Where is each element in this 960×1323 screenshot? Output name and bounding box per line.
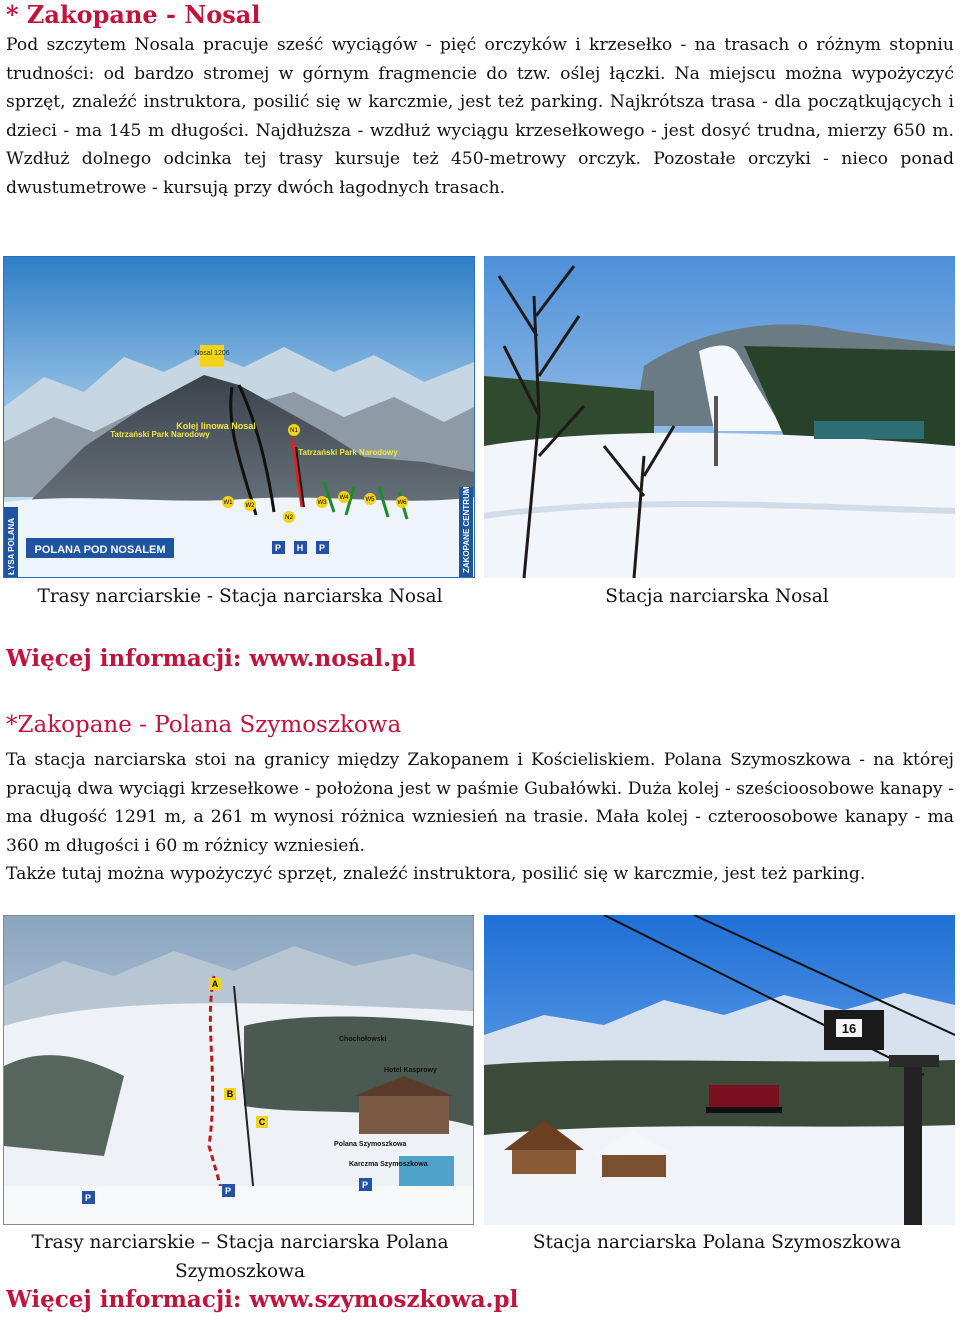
station-label: POLANA POD NOSALEM <box>34 544 166 556</box>
lift-tag: W6 <box>397 500 407 506</box>
side-label-left: ŁYSA POLANA <box>7 517 16 575</box>
szymoszkowa-description: Ta stacja narciarska stoi na granicy między Zakopanem i Kościeliskiem. Polana Szymoszkowa - na której pracują dwa wyciągi krzesełkowe - położona jest w paśmie Gubałówki. Duża kolej - sześcioosobowe kanapy - ma długość 1291 m, a 261 m wynosi różnica wzniesień na trasie. Mała kolej - czteroosobowe kanapy - ma 360 m długości i 60 m różnicy wzniesień. <box>6 750 954 856</box>
szymoszkowa-photo-caption: Stacja narciarska Polana Szymoszkowa <box>532 1232 902 1253</box>
lift-letter: A <box>211 979 219 989</box>
map-label-polana: Polana Szymoszkowa <box>334 1141 407 1148</box>
section-heading-nosal: * Zakopane - Nosal <box>6 0 261 29</box>
nosal-description: Pod szczytem Nosala pracuje sześć wyciągów - pięć orczyków i krzesełko - na trasach o różnym stopniu trudności: od bardzo stromej w górnym fragmencie do tzw. oślej łączki. Na miejscu można wypożyczyć sprzęt, znaleźć instruktora, posilić się w karczmie, jest też parking. Najkrótsza trasa - dla początkujących i dzieci - ma 145 m długości. Najdłuższa - wzdłuż wyciągu krzesełkowego - jest dosyć trudna, mierzy 650 m. Wzdłuż dolnego odcinka tej trasy kursuje też 450-metrowy orczyk. Pozostałe orczyki - nieco ponad dwustumetrowe - kursują przy dwóch łagodnych trasach. <box>6 35 954 198</box>
section-heading-szymoszkowa: *Zakopane - Polana Szymoszkowa <box>6 712 402 738</box>
parking-icon: P <box>224 1186 232 1196</box>
parking-icon: P <box>84 1193 92 1203</box>
parking-icon: P <box>274 543 282 553</box>
map-label-hotel: Hotel Kasprowy <box>384 1067 437 1074</box>
lift-letter: B <box>226 1089 234 1099</box>
lift-tag: W4 <box>339 495 349 501</box>
szymoszkowa-trail-map <box>3 915 474 1225</box>
chair-number: 16 <box>841 1021 857 1036</box>
nosal-trail-map <box>3 256 475 578</box>
peak-label: Nosal 1206 <box>194 350 230 357</box>
parking-icon: P <box>318 543 326 553</box>
szymoszkowa-station-photo <box>484 915 955 1225</box>
nosal-station-photo <box>484 256 955 578</box>
map-label-chocholowski: Chochołowski <box>339 1036 387 1043</box>
nosal-more-info-link[interactable]: Więcej informacji: www.nosal.pl <box>6 645 416 672</box>
nosal-map-caption: Trasy narciarskie - Stacja narciarska Nosal <box>37 586 443 607</box>
lift-tag: W2 <box>245 503 255 509</box>
szymoszkowa-map-caption: Trasy narciarskie – Stacja narciarska Polana Szymoszkowa <box>31 1232 449 1282</box>
hotel-icon: H <box>296 543 304 553</box>
park-label-left: Tatrzański Park Narodowy <box>110 430 210 439</box>
lift-tag: N2 <box>285 515 293 521</box>
side-label-right: ZAKOPANE CENTRUM <box>462 486 471 573</box>
lift-tag: W5 <box>365 497 375 503</box>
nosal-photo-caption: Stacja narciarska Nosal <box>605 586 829 607</box>
szymoszkowa-more-info-link[interactable]: Więcej informacji: www.szymoszkowa.pl <box>6 1286 519 1313</box>
lift-letter: C <box>258 1117 266 1127</box>
lift-label: Kolej linowa Nosal <box>176 421 256 431</box>
parking-icon: P <box>361 1180 369 1190</box>
szymoszkowa-description-2: Także tutaj można wypożyczyć sprzęt, znaleźć instruktora, posilić się w karczmie, jest też parking. <box>6 864 866 884</box>
lift-tag: W1 <box>223 500 233 506</box>
park-label-right: Tatrzański Park Narodowy <box>298 448 398 457</box>
lift-tag: W3 <box>317 500 327 506</box>
lift-tag: N1 <box>290 428 298 434</box>
map-label-karczma: Karczma Szymoszkowa <box>349 1161 428 1168</box>
